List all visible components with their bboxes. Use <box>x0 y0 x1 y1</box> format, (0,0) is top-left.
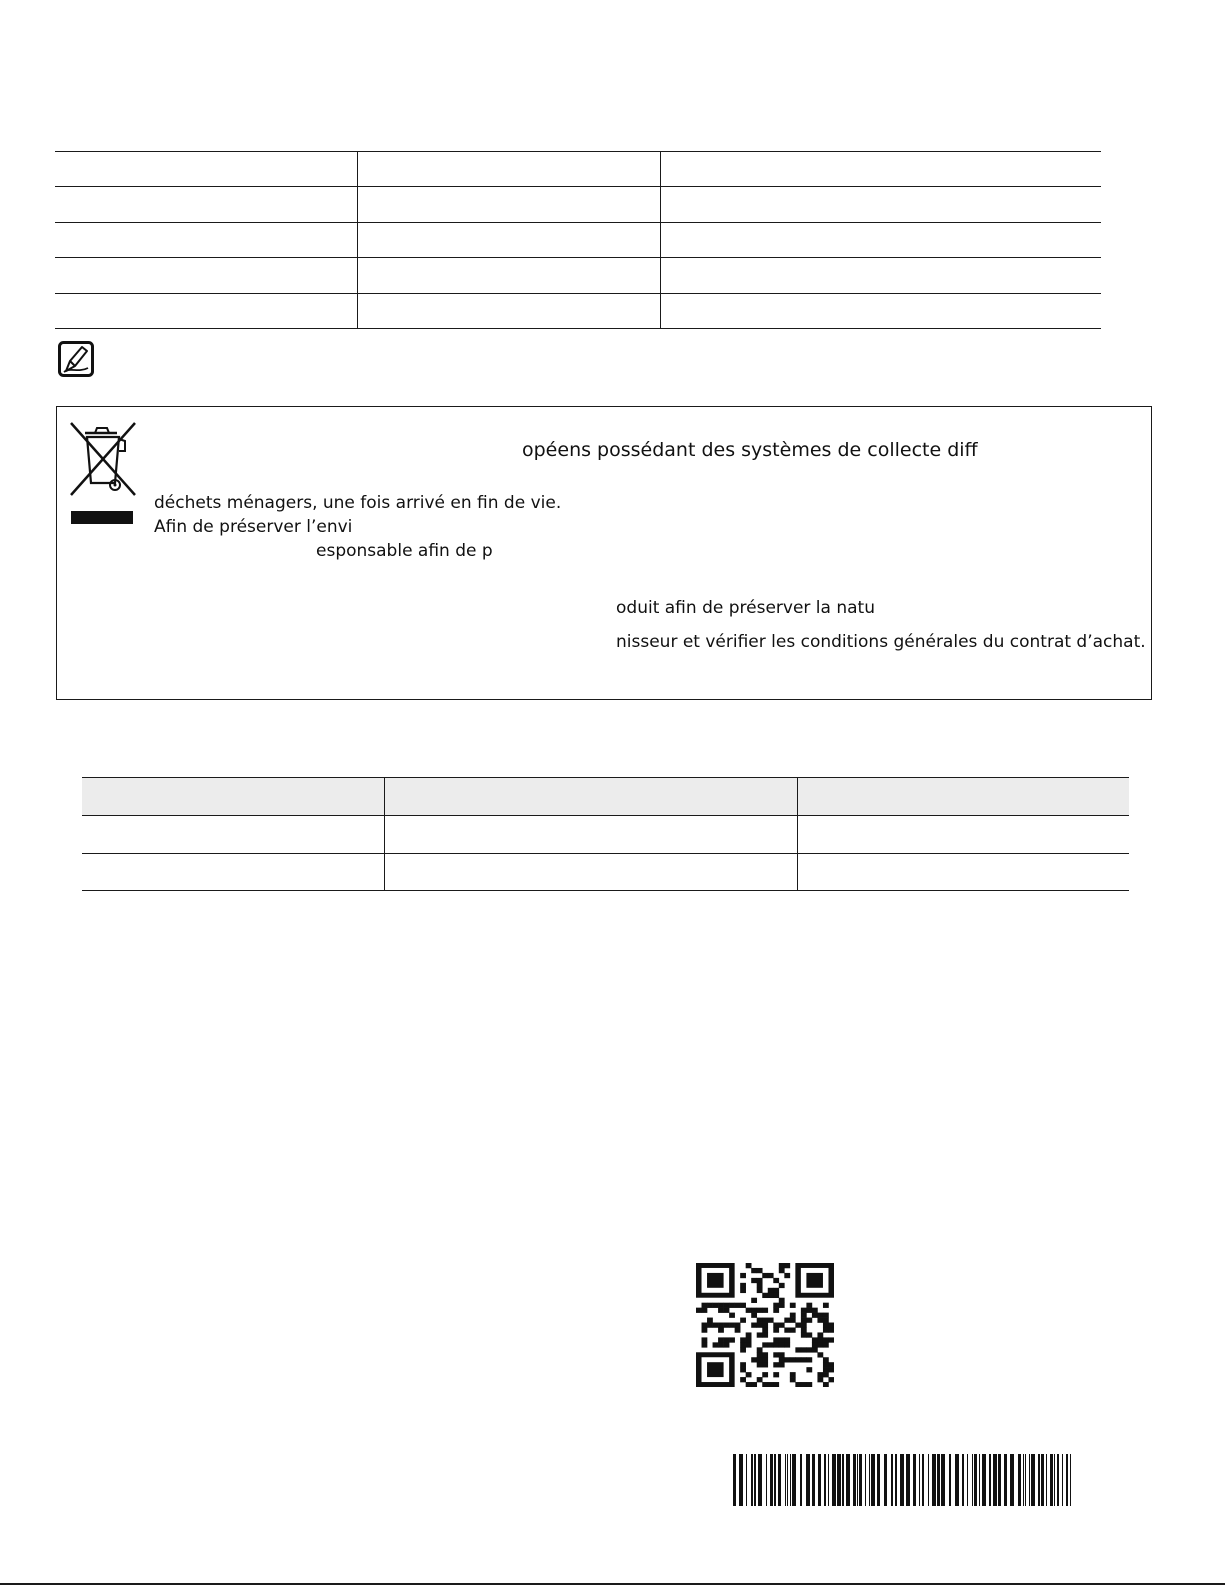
table-column-divider <box>660 151 661 329</box>
table-rule <box>82 815 1129 816</box>
weee-disposal-notice <box>56 406 1152 700</box>
barcode <box>733 1454 1074 1506</box>
crossed-out-wheelie-bin-icon <box>67 419 139 499</box>
separate-collection-bar <box>71 511 133 524</box>
table-column-divider <box>384 777 385 891</box>
disposal-text-line: oduit afin de préserver la natu <box>616 598 875 618</box>
table-header-row <box>82 777 1129 815</box>
contact-table <box>82 777 1129 891</box>
disposal-text-line: opéens possédant des systèmes de collecte diff <box>522 439 978 461</box>
spec-table <box>55 151 1101 329</box>
table-rule <box>55 222 1101 223</box>
table-rule <box>82 853 1129 854</box>
table-rule <box>55 293 1101 294</box>
disposal-text-line: déchets ménagers, une fois arrivé en fin de vie. <box>154 493 562 513</box>
disposal-text-line: nisseur et vérifier les conditions générales du contrat d’achat. <box>616 632 1146 652</box>
table-rule <box>55 257 1101 258</box>
table-column-divider <box>357 151 358 329</box>
table-rule <box>82 890 1129 891</box>
disposal-text-line: Afin de préserver l’envi <box>154 517 353 537</box>
table-rule <box>55 151 1101 152</box>
table-rule <box>82 777 1129 778</box>
note-pencil-icon <box>58 341 94 377</box>
table-rule <box>55 328 1101 329</box>
qr-code <box>696 1263 834 1387</box>
table-column-divider <box>797 777 798 891</box>
table-rule <box>55 186 1101 187</box>
disposal-text-line: esponsable afin de p <box>316 541 493 561</box>
